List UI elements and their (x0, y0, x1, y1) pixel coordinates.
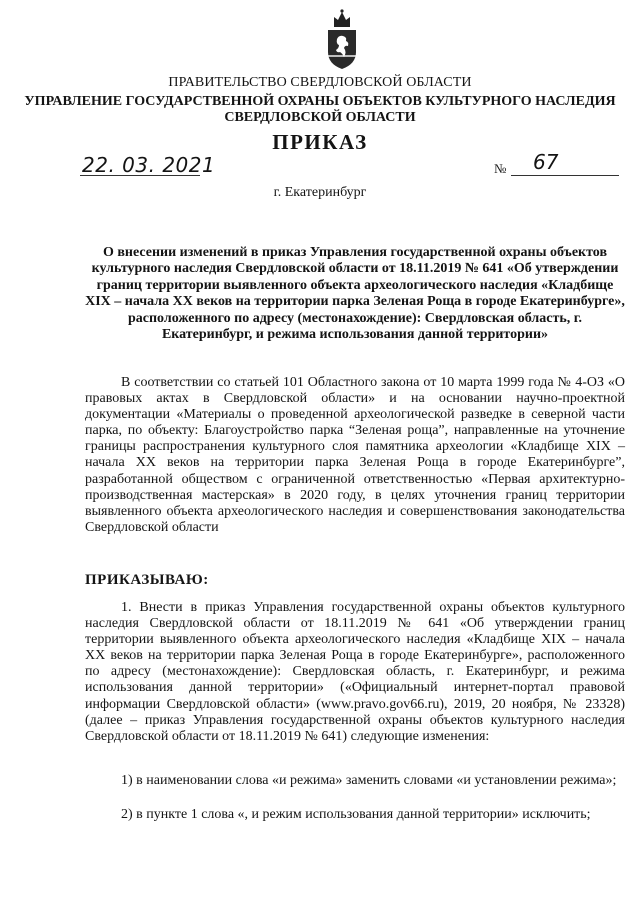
order-date: 22. 03. 2021 (82, 153, 216, 177)
government-name: ПРАВИТЕЛЬСТВО СВЕРДЛОВСКОЙ ОБЛАСТИ (168, 75, 472, 90)
item-1-subitem-2: 2) в пункте 1 слова «, и режим использования данной территории» исключить; (121, 807, 591, 822)
item-1-paragraph: 1. Внести в приказ Управления государственной охраны объектов культурного наследия Свердловской области от 18.11.2019 № 641 «Об утверждении границ территории выявленного объекта археологического наследия «Кладбище XIX – начала XX веков на территории парка Зеленая Роща в городе Екатеринбурге», расположенного по адресу (местонахождение): Свердловская область, г. Екатеринбург, и режима использования данной территории» («Официальный интернет-портал правовой информации Свердловской области» (www.pravo.gov66.ru), 2019, 20 ноября, № 23328) (далее – приказ Управления государственной охраны объектов культурного наследия Свердловской области от 18.11.2019 № 641) следующие изменения: (85, 600, 625, 744)
department-name-line1: УПРАВЛЕНИЕ ГОСУДАРСТВЕННОЙ ОХРАНЫ ОБЪЕКТОВ КУЛЬТУРНОГО НАСЛЕДИЯ (24, 94, 616, 109)
city: г. Екатеринбург (273, 185, 367, 200)
item-1-subitem-1: 1) в наименовании слова «и режима» заменить словами «и установлении режима»; (121, 773, 617, 788)
document-type-title: ПРИКАЗ (272, 130, 368, 154)
date-underline (80, 175, 200, 176)
order-subject: О внесении изменений в приказ Управления государственной охраны объектов культурного наследия Свердловской области от 18.11.2019 № 641 «Об утверждении границ территории выявленного объекта археологического наследия «Кладбище XIX – начала XX веков на территории парка Зеленая Роща в городе Екатеринбурге», расположенного по адресу (местонахождение): Свердловская область, г. Екатеринбург, и режима использования данной территории» (85, 245, 625, 343)
coat-of-arms-icon (325, 8, 359, 70)
number-underline (511, 175, 619, 176)
order-keyword: ПРИКАЗЫВАЮ: (85, 572, 209, 588)
department-name-line2: СВЕРДЛОВСКОЙ ОБЛАСТИ (224, 110, 416, 125)
preamble-paragraph: В соответствии со статьей 101 Областного закона от 10 марта 1999 года № 4-ОЗ «О правовых актах в Свердловской области» и на основании научно-проектной документации «Материалы о проведенной археологической разведке в северной части парка, по объекту: Благоустройство парка “Зеленая роща”, направленные на уточнение границы распространения культурного слоя памятника археологии «Кладбище XIX – начала XX веков на территории парка Зеленая Роща в городе Екатеринбурге”, разработанной обществом с ограниченной ответственностью «Первая архитектурно-производственная мастерская» в 2020 году, в целях уточнения границ территории выявленного объекта археологического наследия и совершенствования законодательства Свердловской области (85, 375, 625, 535)
number-sign: № (494, 161, 507, 176)
order-number: 67 (533, 150, 559, 174)
